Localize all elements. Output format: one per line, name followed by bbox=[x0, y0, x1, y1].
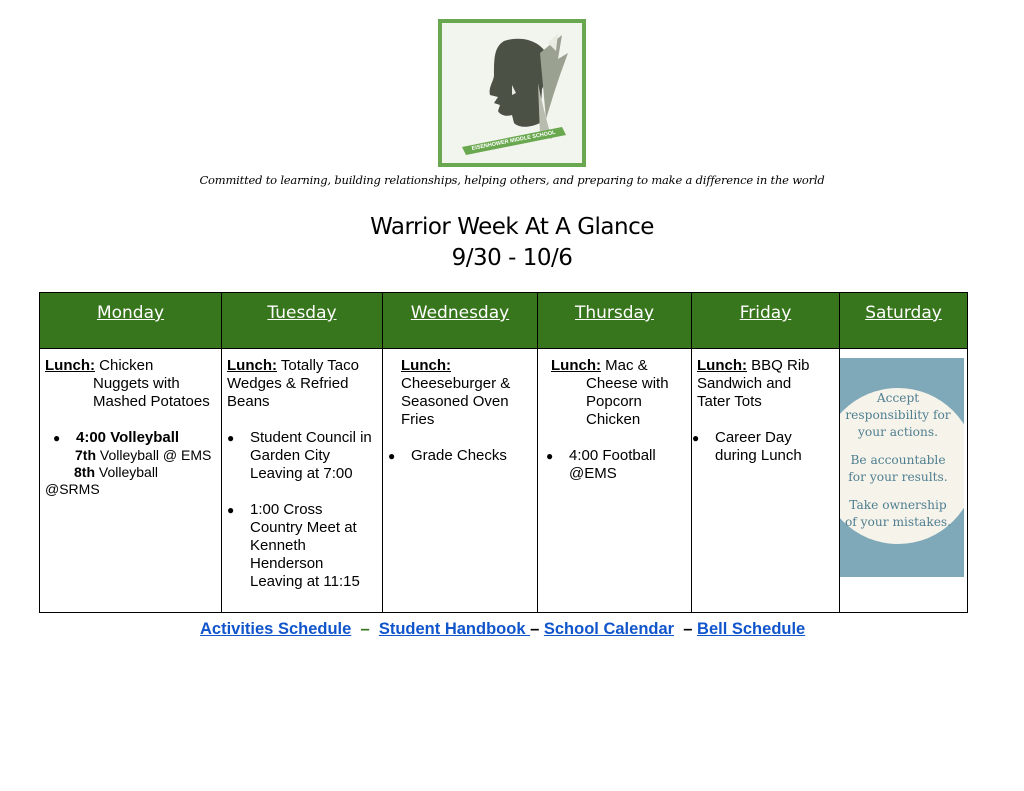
lunch-text: Fries bbox=[401, 411, 435, 428]
quote-line: responsibility for bbox=[845, 408, 951, 422]
tuesday-cell bbox=[222, 349, 383, 613]
lunch-text: Seasoned Oven bbox=[401, 393, 509, 410]
bullet-icon: ● bbox=[227, 431, 235, 445]
quote-poster-image bbox=[840, 358, 964, 577]
bullet-icon: ● bbox=[227, 503, 235, 517]
day-header-monday: Monday bbox=[40, 293, 222, 349]
footer-links bbox=[200, 620, 805, 639]
event-line: Kenneth bbox=[250, 537, 306, 554]
school-motto: Committed to learning, building relationships, helping others, and preparing to make a difference in the world bbox=[199, 173, 825, 187]
lunch-text: Mac & bbox=[601, 357, 648, 374]
schedule-row bbox=[40, 349, 968, 613]
open-quote-icon: ❝ bbox=[892, 361, 904, 385]
quote-line: Accept bbox=[876, 391, 920, 405]
day-header-tuesday: Tuesday bbox=[222, 293, 383, 349]
event-line: Country Meet at bbox=[250, 519, 357, 536]
event-line: during Lunch bbox=[715, 447, 802, 464]
event-line: Garden City bbox=[250, 447, 331, 464]
event-detail: @SRMS bbox=[45, 481, 100, 497]
activities-schedule-link[interactable]: Activities Schedule bbox=[200, 620, 352, 638]
lunch-text: Wedges & Refried bbox=[227, 375, 349, 392]
lunch-label: Lunch: bbox=[45, 357, 95, 374]
link-separator: – bbox=[683, 620, 693, 638]
bell-schedule-link[interactable]: Bell Schedule bbox=[697, 620, 806, 638]
wednesday-cell bbox=[383, 349, 538, 613]
title-text: Warrior Week At A Glance bbox=[370, 214, 654, 240]
lunch-text: Cheese with bbox=[586, 375, 669, 392]
bullet-icon: ● bbox=[546, 449, 554, 463]
link-separator: – bbox=[530, 620, 540, 638]
event-line: @EMS bbox=[569, 465, 617, 482]
lunch-label: Lunch: bbox=[551, 357, 601, 374]
grade-label: 8th bbox=[74, 464, 95, 480]
title-dates: 9/30 - 10/6 bbox=[451, 245, 573, 271]
lunch-text: Cheeseburger & bbox=[401, 375, 511, 392]
link-separator: – bbox=[360, 620, 370, 638]
saturday-cell bbox=[840, 349, 968, 613]
lunch-text: BBQ Rib bbox=[747, 357, 810, 374]
bullet-icon: ● bbox=[53, 431, 61, 445]
lunch-text: Sandwich and bbox=[697, 375, 792, 392]
lunch-label: Lunch: bbox=[697, 357, 747, 374]
day-header-friday: Friday bbox=[692, 293, 840, 349]
quote-line: Be accountable bbox=[850, 453, 946, 467]
student-handbook-link[interactable]: Student Handbook bbox=[378, 620, 531, 638]
event-line: Grade Checks bbox=[411, 447, 507, 464]
quote-line: for your results. bbox=[848, 470, 948, 484]
lunch-text: Nuggets with bbox=[93, 375, 180, 392]
lunch-label: Lunch: bbox=[401, 357, 451, 374]
quote-line: Take ownership bbox=[849, 498, 947, 512]
event-line: Leaving at 7:00 bbox=[250, 465, 353, 482]
lunch-text: Beans bbox=[227, 393, 270, 410]
friday-cell bbox=[692, 349, 840, 613]
event-line: 4:00 Football bbox=[569, 447, 656, 464]
event-line: 1:00 Cross bbox=[250, 501, 323, 518]
school-calendar-link[interactable]: School Calendar bbox=[543, 620, 675, 638]
quote-poster bbox=[840, 358, 964, 577]
lunch-text: Totally Taco bbox=[277, 357, 359, 374]
quote-line: of your mistakes. bbox=[844, 515, 952, 529]
logo-banner-text: EISENHOWER MIDDLE SCHOOL bbox=[471, 129, 557, 152]
event-detail: Volleyball @ EMS bbox=[96, 447, 212, 463]
day-header-thursday: Thursday bbox=[538, 293, 692, 349]
event-line: Student Council in bbox=[250, 429, 372, 446]
lunch-label: Lunch: bbox=[227, 357, 277, 374]
event-line: Leaving at 11:15 bbox=[250, 573, 360, 590]
close-quote-icon: ❞ bbox=[892, 541, 904, 565]
event-line: Henderson bbox=[250, 555, 324, 572]
lunch-text: Chicken bbox=[586, 411, 641, 428]
event-detail: Volleyball bbox=[95, 464, 159, 480]
week-table bbox=[39, 292, 968, 613]
lunch-text: Chicken bbox=[99, 357, 154, 374]
event-title: 4:00 Volleyball bbox=[76, 429, 180, 446]
page-title bbox=[0, 212, 1024, 274]
monday-cell bbox=[40, 349, 222, 613]
event-line: Career Day bbox=[715, 429, 792, 446]
grade-label: 7th bbox=[75, 447, 96, 463]
lunch-text: Mashed Potatoes bbox=[93, 393, 210, 410]
lunch-text: Popcorn bbox=[586, 393, 642, 410]
day-header-saturday: Saturday bbox=[840, 293, 968, 349]
warrior-head-icon bbox=[442, 23, 582, 163]
day-header-row bbox=[40, 293, 968, 349]
thursday-cell bbox=[538, 349, 692, 613]
lunch-text: Tater Tots bbox=[697, 393, 762, 410]
quote-line: your actions. bbox=[858, 425, 938, 439]
school-logo bbox=[438, 19, 586, 167]
bullet-icon: ● bbox=[388, 449, 396, 463]
bullet-icon: ● bbox=[692, 431, 700, 445]
day-header-wednesday: Wednesday bbox=[383, 293, 538, 349]
